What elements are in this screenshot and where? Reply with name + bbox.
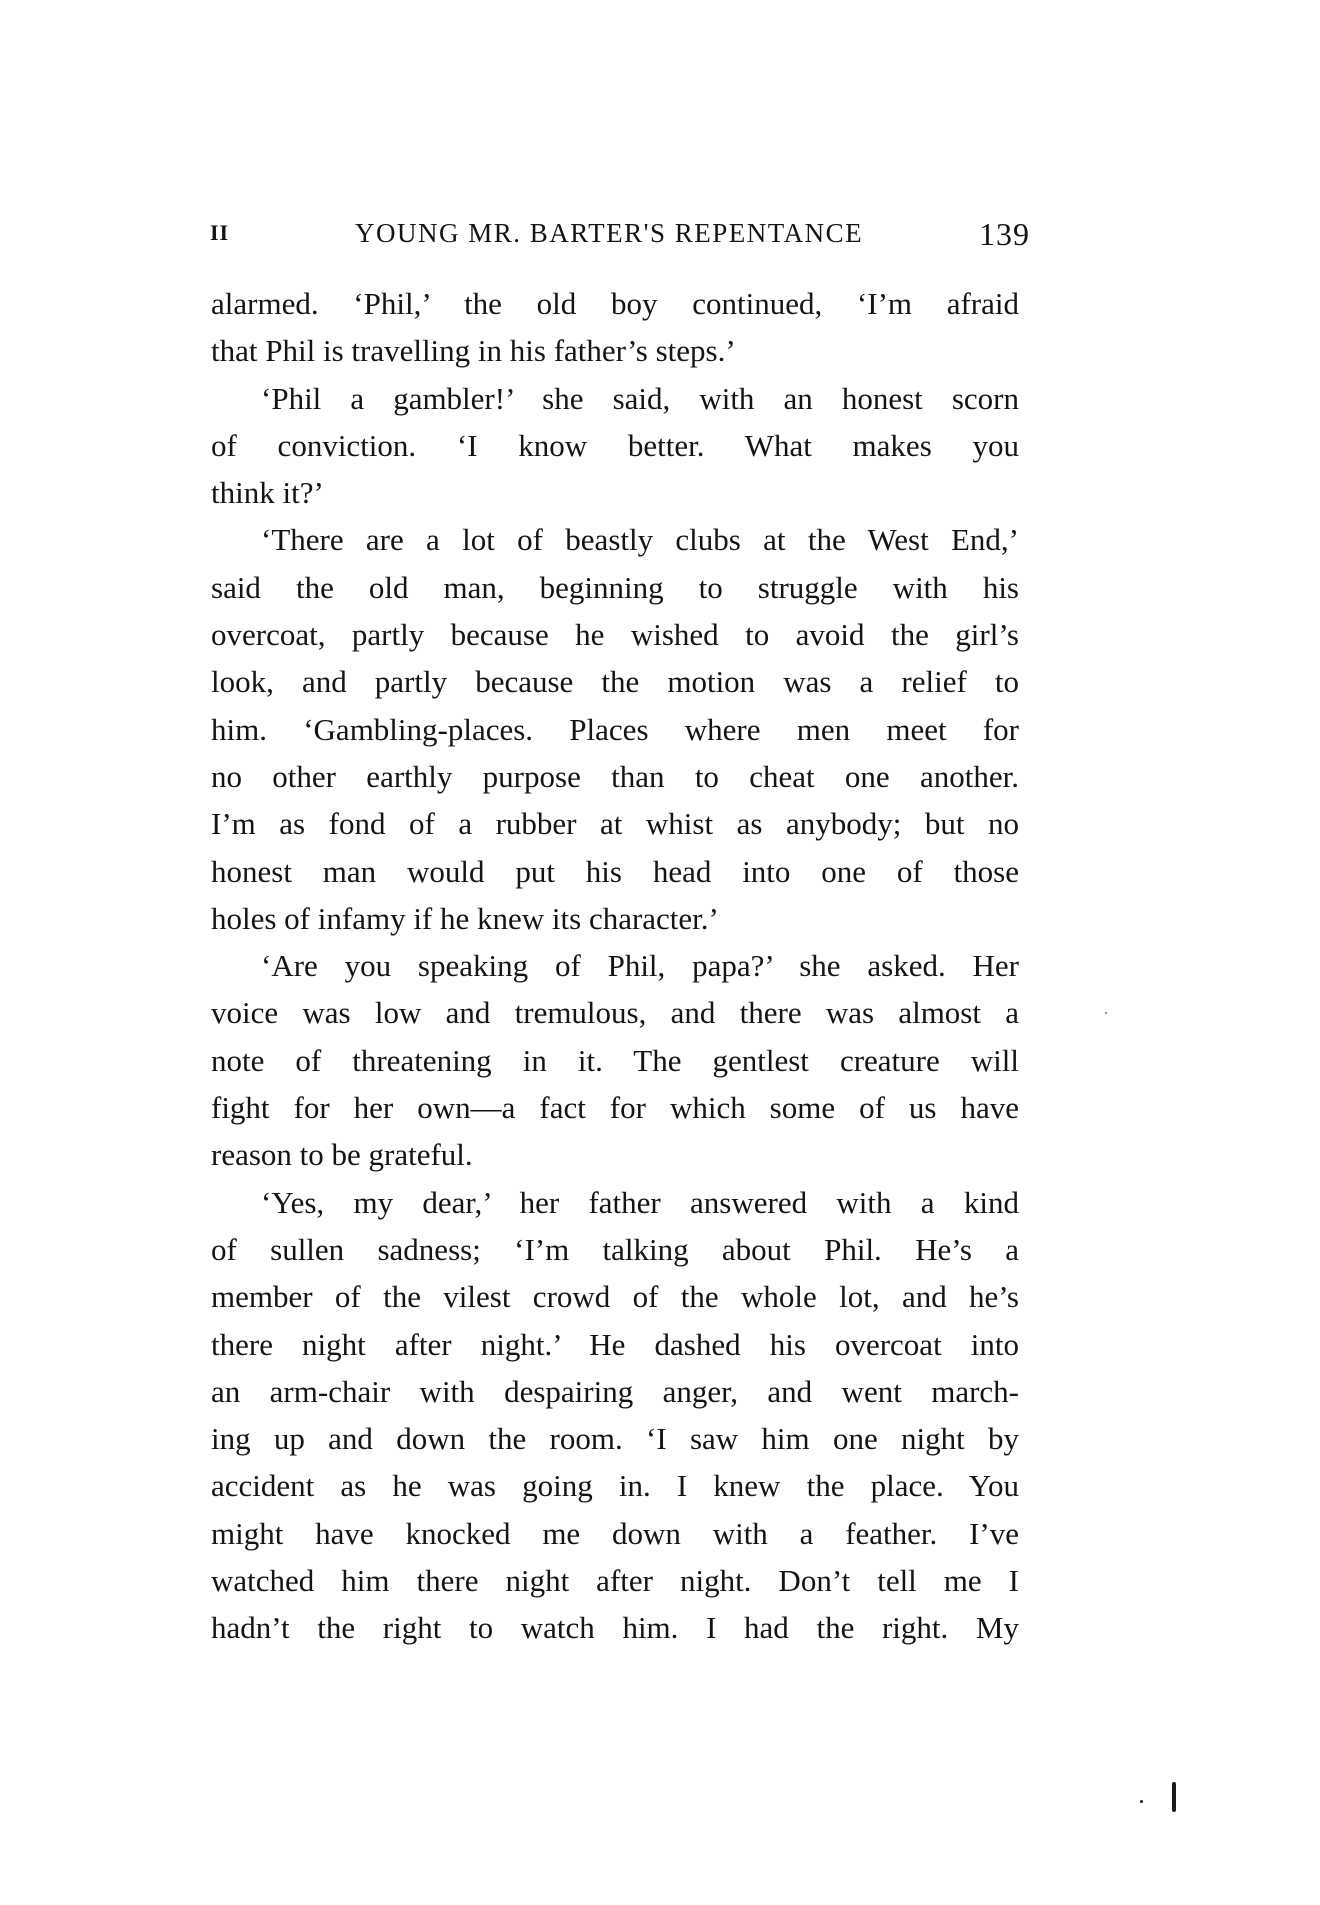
text-line: him. ‘Gambling-places. Places where men meet for bbox=[211, 711, 1019, 747]
text-line: member of the vilest crowd of the whole lot, and he’s bbox=[211, 1279, 1019, 1315]
text-line: might have knocked me down with a feather. I’ve bbox=[211, 1515, 1019, 1551]
text-line: no other earthly purpose than to cheat one another. bbox=[211, 758, 1019, 794]
ink-dot bbox=[1140, 1800, 1143, 1803]
text-line: an arm-chair with despairing anger, and went march- bbox=[211, 1373, 1019, 1409]
chapter-number: II bbox=[210, 220, 230, 245]
text-line: ‘Are you speaking of Phil, papa?’ she asked. Her bbox=[261, 948, 1019, 984]
text-line: overcoat, partly because he wished to avoid the girl’s bbox=[211, 617, 1019, 653]
text-line: holes of infamy if he knew its character.’ bbox=[211, 900, 719, 936]
text-line: note of threatening in it. The gentlest creature will bbox=[211, 1042, 1019, 1078]
text-line: hadn’t the right to watch him. I had the right. My bbox=[211, 1610, 1019, 1646]
text-line: ‘There are a lot of beastly clubs at the West End,’ bbox=[261, 522, 1019, 558]
text-line: watched him there night after night. Don’t tell me I bbox=[211, 1563, 1019, 1599]
text-line: honest man would put his head into one of those bbox=[211, 853, 1019, 889]
ink-speck bbox=[1172, 1782, 1176, 1812]
text-line: said the old man, beginning to struggle with his bbox=[211, 569, 1019, 605]
running-head bbox=[210, 218, 1030, 258]
text-line: ‘Yes, my dear,’ her father answered with a kind bbox=[261, 1184, 1019, 1220]
text-line: think it?’ bbox=[211, 475, 324, 511]
text-line: I’m as fond of a rubber at whist as anybody; but no bbox=[211, 806, 1019, 842]
page-number: 139 bbox=[979, 216, 1030, 252]
text-line: of sullen sadness; ‘I’m talking about Phil. He’s a bbox=[211, 1231, 1019, 1267]
body-text bbox=[211, 280, 1019, 1652]
text-line: that Phil is travelling in his father’s steps.’ bbox=[211, 333, 736, 369]
text-line: alarmed. ‘Phil,’ the old boy continued, ‘I’m afraid bbox=[211, 286, 1019, 321]
text-line: ing up and down the room. ‘I saw him one night by bbox=[211, 1421, 1019, 1457]
ink-dot bbox=[1105, 1012, 1107, 1014]
text-line: voice was low and tremulous, and there was almost a bbox=[211, 995, 1019, 1031]
text-line: accident as he was going in. I knew the place. You bbox=[211, 1468, 1019, 1504]
text-line: there night after night.’ He dashed his overcoat into bbox=[211, 1326, 1019, 1362]
running-title: YOUNG MR. BARTER'S REPENTANCE bbox=[355, 218, 864, 248]
text-line: reason to be grateful. bbox=[211, 1137, 473, 1173]
text-line: ‘Phil a gambler!’ she said, with an honest scorn bbox=[261, 380, 1019, 416]
text-line: of conviction. ‘I know better. What makes you bbox=[211, 427, 1019, 463]
text-line: fight for her own—a fact for which some of us have bbox=[211, 1090, 1019, 1126]
text-line: look, and partly because the motion was a relief to bbox=[211, 664, 1019, 700]
